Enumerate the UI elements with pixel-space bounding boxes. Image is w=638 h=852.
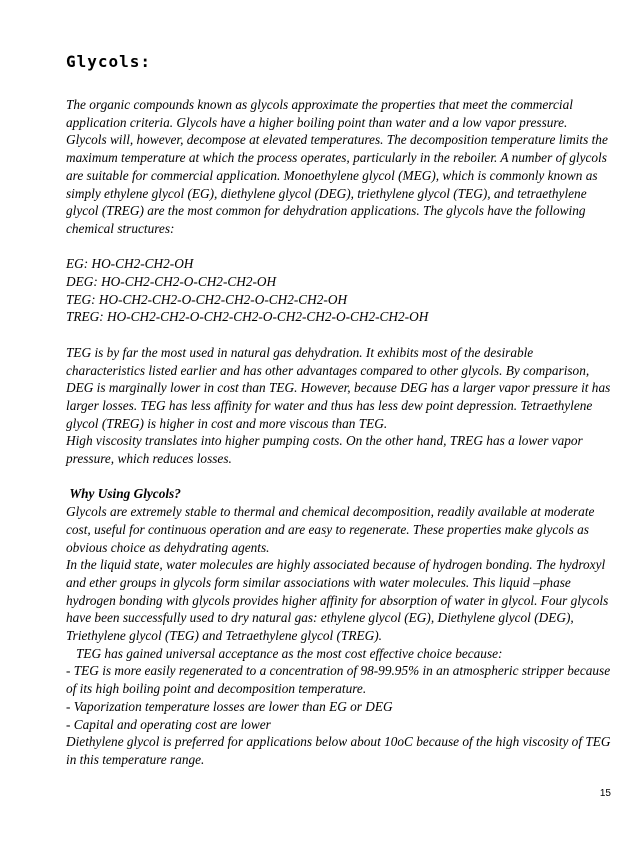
why-paragraph: Glycols are extremely stable to thermal and chemical decomposition, readily available at moderate cost, useful for continuous operation and are easy to regenerate. These properties make glycols as obvious choice as dehydrating agents. bbox=[66, 504, 595, 555]
page-number: 15 bbox=[599, 788, 611, 799]
reason-item: - Capital and operating cost are lower bbox=[66, 716, 271, 732]
reason-item: - TEG is more easily regenerated to a concentration of 98-99.95% in an atmospheric stripper because of its high boiling point and decomposition temperature. bbox=[66, 663, 611, 697]
spacer bbox=[66, 326, 611, 344]
spacer bbox=[66, 468, 611, 486]
viscosity-paragraph: High viscosity translates into higher pumping costs. On the other hand, TREG has a lower vapor pressure, which reduces losses. bbox=[66, 433, 583, 467]
structure-deg: DEG: HO-CH2-CH2-O-CH2-CH2-OH bbox=[66, 274, 277, 290]
page-title: Glycols: bbox=[66, 52, 152, 71]
structure-teg: TEG: HO-CH2-CH2-O-CH2-CH2-O-CH2-CH2-OH bbox=[66, 291, 348, 307]
deg-paragraph: Diethylene glycol is preferred for applications below about 10oC because of the high viscosity of TEG in this temperature range. bbox=[66, 734, 611, 767]
structure-eg: EG: HO-CH2-CH2-OH bbox=[66, 256, 194, 272]
intro-paragraph: The organic compounds known as glycols approximate the properties that meet the commercial application criteria. Glycols have a higher boiling point than water and a low vapor pressure. Glycols will, however, decompose at elevated temperatures. The decomposition temperature limits the maximum temperature at which the process operates, particularly in the reboiler. A number of glycols are suitable for commercial application. Monoethylene glycol (MEG), which is commonly known as simply ethylene glycol (EG), diethylene glycol (DEG), triethylene glycol (TEG), and tetraethylene glycol (TREG) are the most common for dehydration applications. The glycols have the following chemical structures: bbox=[66, 97, 608, 236]
acceptance-line: TEG has gained universal acceptance as the most cost effective choice because: bbox=[75, 645, 503, 661]
why-heading: Why Using Glycols? bbox=[69, 486, 181, 502]
structure-treg: TREG: HO-CH2-CH2-O-CH2-CH2-O-CH2-CH2-O-CH2-CH2-OH bbox=[66, 309, 429, 325]
spacer bbox=[66, 238, 611, 256]
teg-paragraph: TEG is by far the most used in natural gas dehydration. It exhibits most of the desirable characteristics listed earlier and has other advantages compared to other glycols. By comparison, DEG is marginally lower in cost than TEG. However, because DEG has a larger vapor pressure it has larger losses. TEG has less affinity for water and thus has less dew point depression. Tetraethylene glycol (TREG) is higher in cost and more viscous than TEG. bbox=[66, 344, 611, 431]
liquid-paragraph: In the liquid state, water molecules are highly associated because of hydrogen bonding. The hydroxyl and ether groups in glycols form similar associations with water molecules. This liquid –phase hydrogen bonding with glycols provides higher affinity for absorption of water in glycol. Four glycols have been successfully used to dry natural gas: ethylene glycol (EG), Diethylene glycol (DEG), Triethylene glycol (TEG) and Tetraethylene glycol (TREG). bbox=[66, 557, 609, 644]
reason-item: - Vaporization temperature losses are lower than EG or DEG bbox=[66, 698, 393, 714]
document-body bbox=[66, 96, 611, 769]
